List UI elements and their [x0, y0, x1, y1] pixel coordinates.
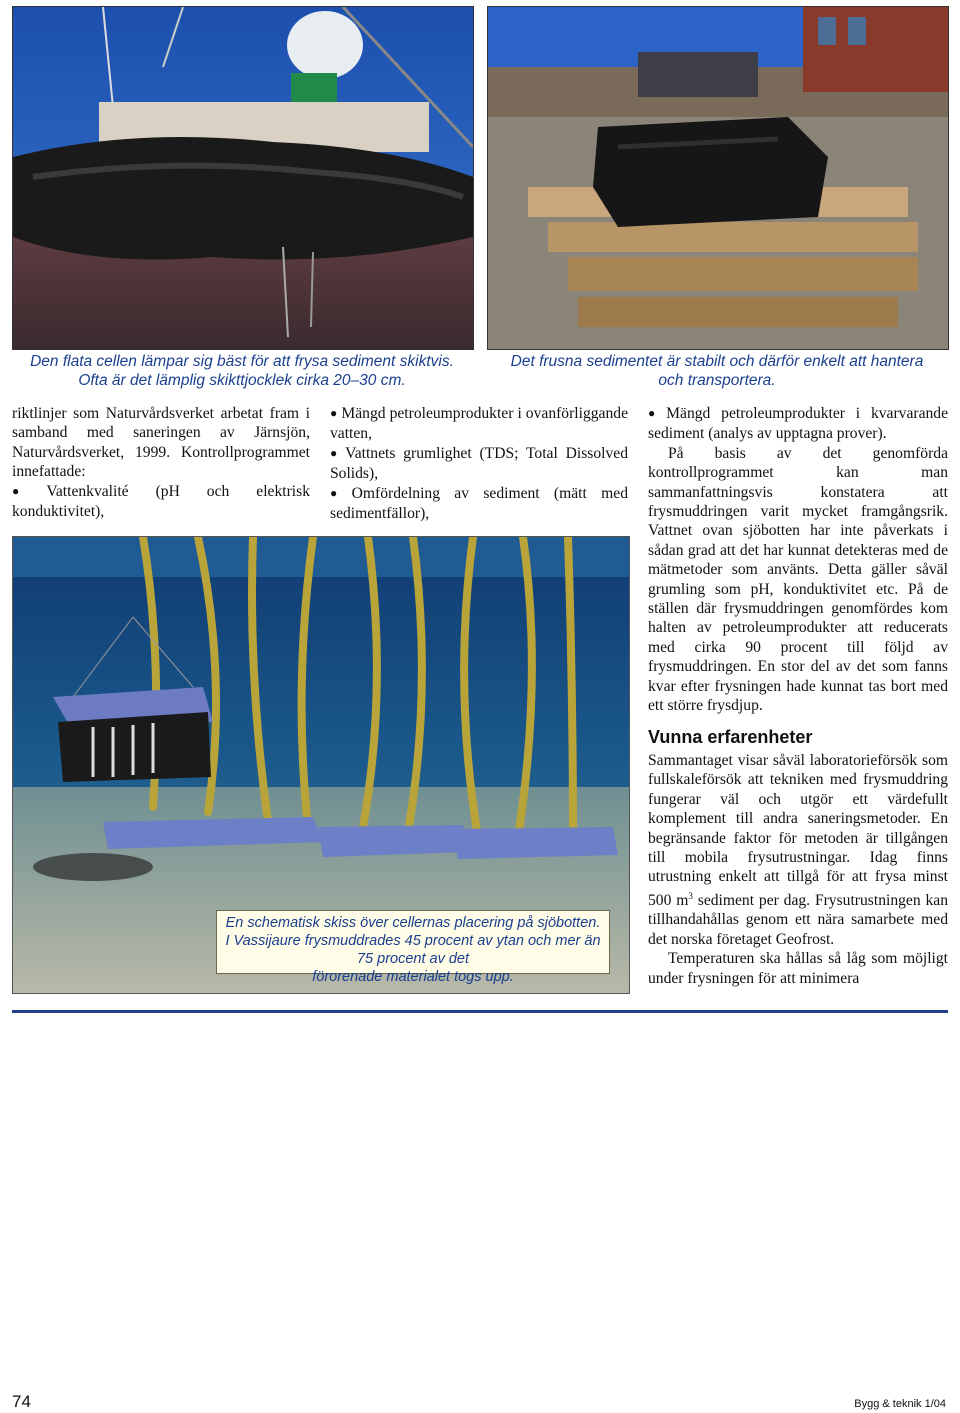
- col3-paragraph-summary: [648, 751, 948, 949]
- col1-bullet-water-quality: ● Vattenkvalité (pH och elektrisk konduktivitet),: [12, 482, 310, 522]
- page-number: 74: [12, 1392, 31, 1411]
- photo-frozen-sediment-image: [488, 7, 948, 349]
- col3-paragraph-results: På basis av det genomförda kontrollprogrammet kan man sammanfattningsvis konstatera att frysmuddringen varit mycket framgångsrik. Vattnet ovan sjöbotten har inte påverkats i sådan grad att det har kunnat detekteras med de mätmetoder som använts. Detta gäller såväl grumling som pH, konduktivitet etc. På de ställen där frysmuddringen genomfördes kom halten av petroleumprodukter att reducerats med cirka 90 procent till följd av frysmuddringen. En stor del av det som fanns kvar efter frysningen hade kunnat tas bort med ett större frysdjup.: [648, 444, 948, 715]
- col2-bullet-redistribution: ● Omfördelning av sediment (mätt med sedimentfällor),: [330, 484, 628, 524]
- diagram-caption-line2: I Vassijaure frysmuddrades 45 procent av ytan och mer än 75 procent av det: [225, 933, 601, 967]
- photo-frozen-cell-image: [13, 7, 473, 349]
- photo-left-caption-line2: Ofta är det lämplig skikttjocklek cirka 20–30 cm.: [78, 372, 406, 389]
- text-column-3: [648, 404, 948, 988]
- photo-right-caption-line2: och transportera.: [658, 372, 776, 389]
- diagram-caption-line1: En schematisk skiss över cellernas placering på sjöbotten.: [225, 915, 601, 931]
- col2-bullet-turbidity: ● Vattnets grumlighet (TDS; Total Dissolved Solids),: [330, 444, 628, 484]
- col3-bullet-petroleum-sediment: ● Mängd petroleumprodukter i kvarvarande sediment (analys av upptagna prover).: [648, 404, 948, 444]
- section-heading-vunna-erfarenheter: Vunna erfarenheter: [648, 726, 813, 747]
- col1-paragraph: riktlinjer som Naturvårdsverket arbetat fram i samband med saneringen av Järnsjön, Naturvårdsverket, 1999. Kontrollprogrammet innefattade:: [12, 405, 310, 481]
- text-column-1: [12, 404, 310, 521]
- diagram-caption-box: [216, 910, 610, 985]
- photo-frozen-sediment-pallet: [487, 6, 949, 350]
- photo-right-caption: [487, 352, 947, 390]
- col3-summary-text-b: sediment per dag. Frysutrustningen kan tillhandahållas genom ett nära samarbete med det norska företaget Geofrost.: [648, 891, 949, 948]
- photo-right-caption-line1: Det frusna sedimentet är stabilt och därför enkelt att hantera: [510, 353, 924, 370]
- cubic-superscript: 3: [688, 890, 693, 901]
- text-column-2: [330, 404, 628, 523]
- col3-paragraph-temperature: Temperaturen ska hållas så låg som möjligt under frysningen för att minimera: [648, 950, 948, 987]
- diagram-caption-line3: förorenade materialet togs upp.: [312, 969, 514, 985]
- photo-left-caption-line1: Den flata cellen lämpar sig bäst för att frysa sediment skiktvis.: [30, 353, 454, 370]
- photo-frozen-cell-lifted: [12, 6, 474, 350]
- section-divider-rule: [12, 1010, 948, 1013]
- publication-name: Bygg & teknik 1/04: [854, 1398, 946, 1410]
- photo-left-caption: [12, 352, 472, 390]
- col3-summary-text-a: Sammantaget visar såväl laboratorieförsök som fullskaleförsök att tekniken med frysmuddring fungerar väl och utgör ett värdefullt komplement till andra saneringsmetoder. En begränsande faktor för metoden är tillgången till mobila frysutrustningar. Idag finns utrustning enkelt att tillgå för att frysa minst 500 m: [648, 751, 948, 909]
- col2-bullet-petroleum-water: ● Mängd petroleumprodukter i ovanförliggande vatten,: [330, 404, 628, 444]
